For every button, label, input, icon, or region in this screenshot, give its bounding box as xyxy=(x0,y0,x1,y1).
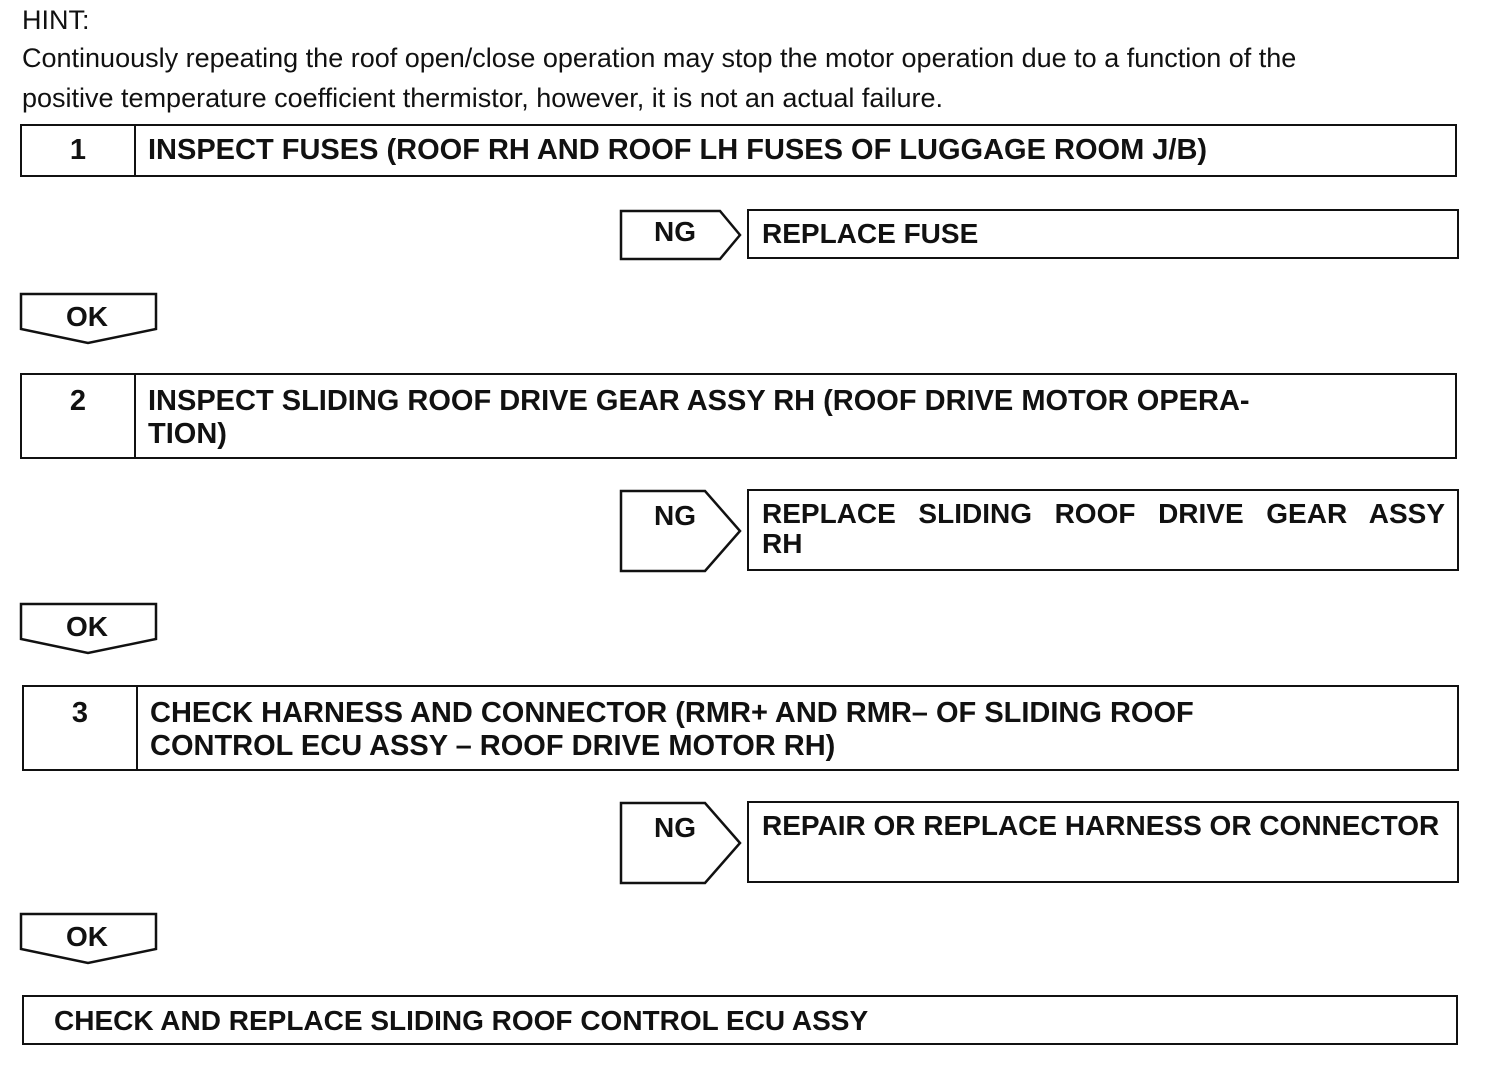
step-1-ng-indicator xyxy=(620,210,744,260)
step-3-ok-indicator xyxy=(20,913,158,965)
step-1-ng-label: NG xyxy=(654,216,696,247)
step-2-title xyxy=(136,375,1455,457)
final-action-box xyxy=(22,995,1458,1045)
step-1-ng-action-text: REPLACE FUSE xyxy=(762,218,979,249)
step-3-number: 3 xyxy=(24,687,138,769)
step-2-ng-action-line-2: RH xyxy=(762,528,803,559)
hint-text-line-2: positive temperature coefficient thermistor, however, it is not an actual failure. xyxy=(22,83,943,113)
step-3-title xyxy=(138,687,1457,769)
step-3-ok-label: OK xyxy=(66,921,108,952)
final-action-text: CHECK AND REPLACE SLIDING ROOF CONTROL ECU ASSY xyxy=(54,1005,869,1036)
step-2-ok-indicator xyxy=(20,603,158,655)
step-1-ok-indicator xyxy=(20,293,158,345)
step-3-box xyxy=(22,685,1459,771)
step-2-title-line-2: TION) xyxy=(148,418,227,450)
step-2-number: 2 xyxy=(22,375,136,457)
step-2-ng-action xyxy=(747,489,1459,571)
step-3-ng-action-text: REPAIR OR REPLACE HARNESS OR CONNECTOR xyxy=(762,810,1440,841)
step-3-title-line-2: CONTROL ECU ASSY – ROOF DRIVE MOTOR RH) xyxy=(150,730,836,762)
step-2-ng-indicator xyxy=(620,490,744,572)
step-1-title: INSPECT FUSES (ROOF RH AND ROOF LH FUSES OF LUGGAGE ROOM J/B) xyxy=(148,134,1208,166)
hint-label: HINT: xyxy=(22,5,90,35)
step-3-ng-action xyxy=(747,801,1459,883)
step-1-number: 1 xyxy=(22,126,136,175)
step-2-ng-action-line-1: REPLACE SLIDING ROOF DRIVE GEAR ASSY xyxy=(762,498,1445,529)
step-2-box xyxy=(20,373,1457,459)
step-3-ng-indicator xyxy=(620,802,744,884)
hint-text-line-1: Continuously repeating the roof open/close operation may stop the motor operation due to a function of the xyxy=(22,43,1297,73)
step-3-ng-label: NG xyxy=(654,812,696,843)
step-2-ok-label: OK xyxy=(66,611,108,642)
step-1-box xyxy=(20,124,1457,177)
step-1-ok-label: OK xyxy=(66,301,108,332)
step-3-title-line-1: CHECK HARNESS AND CONNECTOR (RMR+ AND RMR– OF SLIDING ROOF xyxy=(150,697,1194,729)
step-2-title-line-1: INSPECT SLIDING ROOF DRIVE GEAR ASSY RH (ROOF DRIVE MOTOR OPERA- xyxy=(148,385,1250,417)
step-1-ng-action xyxy=(747,209,1459,259)
step-2-ng-label: NG xyxy=(654,500,696,531)
